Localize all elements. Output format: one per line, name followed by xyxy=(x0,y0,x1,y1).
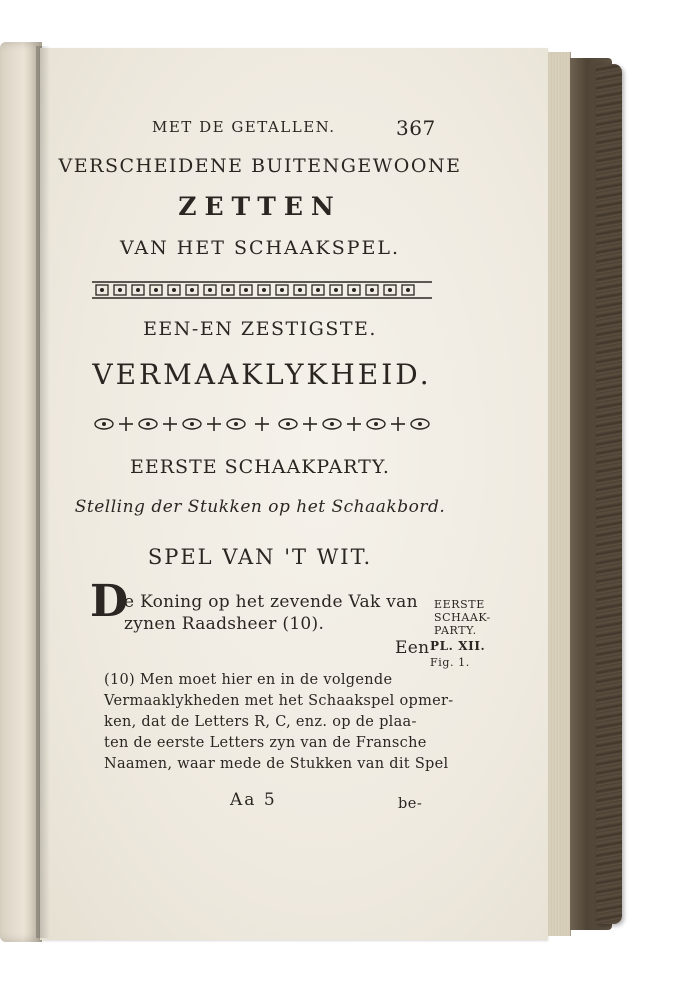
margin-note-line: PARTY. xyxy=(434,624,477,637)
signature-mark: Aa 5 xyxy=(230,790,277,810)
heading-number: EEN-EN ZESTIGSTE. xyxy=(143,318,377,340)
footnote-line: ten de eerste Letters zyn van de Fransche xyxy=(104,735,427,751)
body-line: Een xyxy=(395,638,430,658)
ornament-band xyxy=(92,280,432,300)
footnote-line: ken, dat de Letters R, C, enz. op de plaa- xyxy=(104,714,417,730)
margin-note-line: PL. XII. xyxy=(430,639,486,653)
fleuron-row xyxy=(92,414,432,434)
page-number: 367 xyxy=(396,116,436,140)
marbled-cover xyxy=(596,64,622,924)
footnote-line: Vermaaklykheden met het Schaakspel opmer- xyxy=(104,693,454,709)
page-block-edge xyxy=(548,52,571,936)
catchword: be- xyxy=(398,796,423,812)
footnote-line: Naamen, waar mede de Stukken van dit Spel xyxy=(104,756,449,772)
title-line-2: ZETTEN xyxy=(178,192,342,221)
margin-note-line: SCHAAK- xyxy=(434,611,491,624)
body-line: e Koning op het zevende Vak van xyxy=(124,592,418,612)
heading-side: SPEL VAN 'T WIT. xyxy=(147,545,373,569)
margin-note-line: Fig. 1. xyxy=(430,656,470,669)
heading-italic: Stelling der Stukken op het Schaakbord. xyxy=(74,497,446,517)
title-line-1: VERSCHEIDENE BUITENGEWOONE xyxy=(58,155,462,177)
heading-main: VERMAAKLYKHEID. xyxy=(92,358,432,391)
body-line: zynen Raadsheer (10). xyxy=(124,614,325,634)
book-page xyxy=(40,48,548,940)
title-line-3: VAN HET SCHAAKSPEL. xyxy=(119,237,401,259)
footnote-line: (10) Men moet hier en in de volgende xyxy=(104,672,393,688)
running-head: MET DE GETALLEN. xyxy=(152,118,336,136)
margin-note-line: EERSTE xyxy=(434,598,485,611)
drop-cap: D xyxy=(90,576,129,627)
gutter-shadow xyxy=(36,46,50,938)
heading-party: EERSTE SCHAAKPARTY. xyxy=(130,456,390,478)
